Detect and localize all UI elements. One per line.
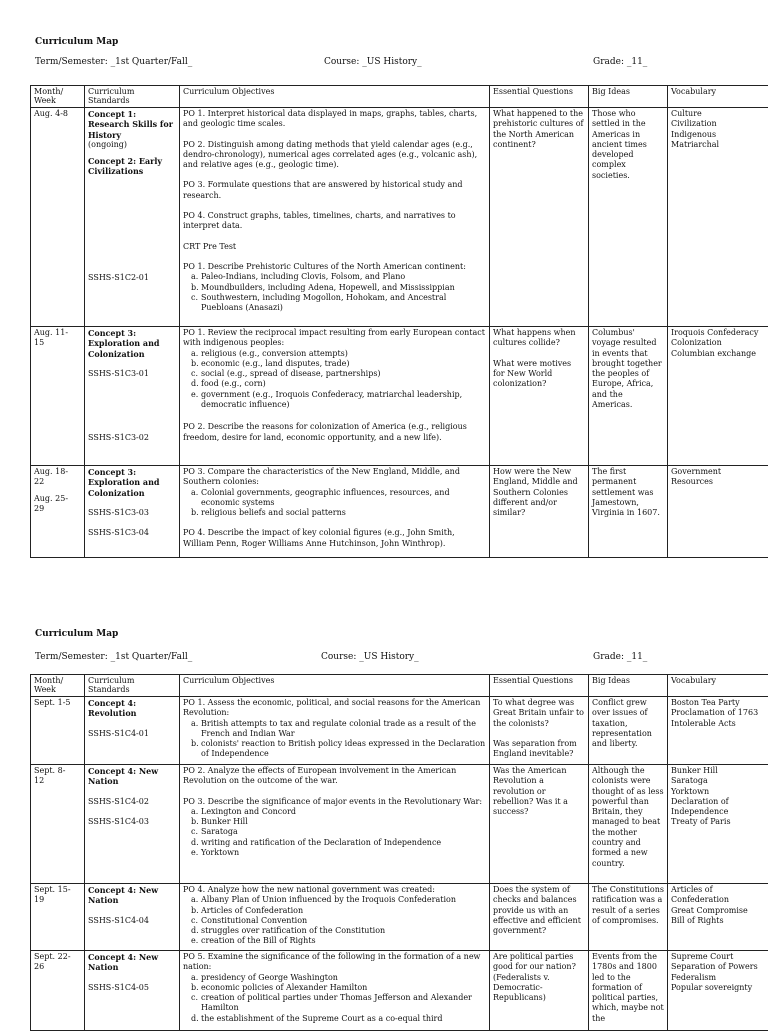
list-item: a. presidency of George Washington <box>191 973 486 983</box>
standards-cell: Concept 4: New Nation SSHS-S1C4-04 <box>85 884 180 951</box>
big-ideas-cell: The Constitutions ratification was a result of a series of compromises. <box>589 884 668 951</box>
map-title: Curriculum Map <box>35 37 118 47</box>
header-big-ideas: Big Ideas <box>589 675 668 697</box>
objectives-cell: PO 3. Compare the characteristics of the New England, Middle, and Southern colonies: a. Colonial governments, geographic influences, resources, and economic systems b. religious beliefs and social patterns PO 4. Describe the impact of key colonial figures (e.g., John Smith, William Penn, Roger Williams Anne Hutchinson, John Winthrop). <box>180 466 490 558</box>
objectives-cell: PO 2. Analyze the effects of European involvement in the American Revolution on the outcome of the war. PO 3. Describe the significance of major events in the Revolutionary War: a. Lexington and Concord b. Bunker Hill c. Saratoga d. writing and ratification of the Declaration of Independence e. Yorktown <box>180 765 490 884</box>
list-item: b. Bunker Hill <box>191 817 486 827</box>
big-ideas-cell: Those who settled in the Americas in ancient times developed complex societies. <box>589 108 668 327</box>
term-label: Term/Semester: _1st Quarter/Fall_ <box>35 57 192 67</box>
vocabulary-cell: Bunker Hill Saratoga Yorktown Declaration of Independence Treaty of Paris <box>668 765 768 884</box>
standards-cell: Concept 1: Research Skills for History (ongoing) Concept 2: Early Civilizations SSHS-S1C2-01 <box>85 108 180 327</box>
list-item: a. Colonial governments, geographic influences, resources, and economic systems <box>191 488 486 509</box>
table-row <box>31 765 768 884</box>
header-vocabulary: Vocabulary <box>668 675 768 697</box>
list-item: b. religious beliefs and social patterns <box>191 508 486 518</box>
list-item: c. creation of political parties under Thomas Jefferson and Alexander Hamilton <box>191 993 486 1014</box>
grade-label: Grade: _11_ <box>593 57 647 67</box>
list-item: c. Constitutional Convention <box>191 916 486 926</box>
list-item: d. writing and ratification of the Declaration of Independence <box>191 838 486 848</box>
list-item: a. Lexington and Concord <box>191 807 486 817</box>
questions-cell: What happens when cultures collide? What were motives for New World colonization? <box>490 327 589 466</box>
objectives-cell: PO 4. Analyze how the new national government was created: a. Albany Plan of Union influenced by the Iroquois Confederation b. Articles of Confederation c. Constitutional Convention d. struggles over ratification of the Constitution e. creation of the Bill of Rights <box>180 884 490 951</box>
list-item: e. government (e.g., Iroquois Confederacy, matriarchal leadership, democratic influence) <box>191 390 486 411</box>
header-objectives: Curriculum Objectives <box>180 675 490 697</box>
big-ideas-cell: Although the colonists were thought of as less powerful than Britain, they managed to beat the mother country and formed a new country. <box>589 765 668 884</box>
list-item: d. the establishment of the Supreme Court as a co-equal third <box>191 1014 486 1024</box>
term-label: Term/Semester: _1st Quarter/Fall_ <box>35 652 192 662</box>
standards-cell: Concept 4: New Nation SSHS-S1C4-05 <box>85 951 180 1031</box>
vocabulary-cell: Boston Tea Party Proclamation of 1763 Intolerable Acts <box>668 697 768 765</box>
table-row <box>31 466 768 558</box>
questions-cell: To what degree was Great Britain unfair to the colonists? Was separation from England inevitable? <box>490 697 589 765</box>
week-cell: Sept. 8- 12 <box>31 765 85 884</box>
vocabulary-cell: Culture Civilization Indigenous Matriarchal <box>668 108 768 327</box>
list-item: a. Paleo-Indians, including Clovis, Folsom, and Plano <box>191 272 486 282</box>
standards-cell: Concept 3: Exploration and Colonization SSHS-S1C3-03 SSHS-S1C3-04 <box>85 466 180 558</box>
questions-cell: What happened to the prehistoric cultures of the North American continent? <box>490 108 589 327</box>
objectives-cell: PO 1. Assess the economic, political, and social reasons for the American Revolution: a. British attempts to tax and regulate colonial trade as a result of the French and Indian War b. colonists' reaction to British policy ideas expressed in the Declaration of Independence <box>180 697 490 765</box>
big-ideas-cell: Columbus' voyage resulted in events that brought together the peoples of Europe, Africa, and the Americas. <box>589 327 668 466</box>
list-item: c. Southwestern, including Mogollon, Hohokam, and Ancestral Puebloans (Anasazi) <box>191 293 486 314</box>
header-big-ideas: Big Ideas <box>589 86 668 108</box>
list-item: c. Saratoga <box>191 827 486 837</box>
list-item: b. colonists' reaction to British policy ideas expressed in the Declaration of Independence <box>191 739 486 760</box>
list-item: b. economic (e.g., land disputes, trade) <box>191 359 486 369</box>
questions-cell: Does the system of checks and balances provide us with an effective and efficient government? <box>490 884 589 951</box>
table-row <box>31 884 768 951</box>
header-month-week: Month/ Week <box>31 86 85 108</box>
table-row <box>31 327 768 466</box>
week-cell: Sept. 1-5 <box>31 697 85 765</box>
list-item: a. religious (e.g., conversion attempts) <box>191 349 486 359</box>
course-label: Course: _US History_ <box>321 652 419 662</box>
grade-label: Grade: _11_ <box>593 652 647 662</box>
table-row <box>31 951 768 1031</box>
header-questions: Essential Questions <box>490 86 589 108</box>
week-cell: Aug. 11- 15 <box>31 327 85 466</box>
header-vocabulary: Vocabulary <box>668 86 768 108</box>
big-ideas-cell: Events from the 1780s and 1800 led to the formation of political parties, which, maybe not the <box>589 951 668 1031</box>
vocabulary-cell: Iroquois Confederacy Colonization Columbian exchange <box>668 327 768 466</box>
list-item: b. economic policies of Alexander Hamilton <box>191 983 486 993</box>
standards-cell: Concept 4: Revolution SSHS-S1C4-01 <box>85 697 180 765</box>
header-standards: Curriculum Standards <box>85 675 180 697</box>
list-item: d. struggles over ratification of the Constitution <box>191 926 486 936</box>
curriculum-table <box>30 85 768 558</box>
header-month-week: Month/ Week <box>31 675 85 697</box>
objectives-cell: PO 1. Interpret historical data displayed in maps, graphs, tables, charts, and geologic time scales. PO 2. Distinguish among dating methods that yield calendar ages (e.g., dendro-chronology), numerical ages correlated ages (e.g., volcanic ash), and relative ages (e.g., geologic time). PO 3. Formulate questions that are answered by historical study and research. PO 4. Construct graphs, tables, timelines, charts, and narratives to interpret data. CRT Pre Test PO 1. Describe Prehistoric Cultures of the North American continent: a. Paleo-Indians, including Clovis, Folsom, and Plano b. Moundbuilders, including Adena, Hopewell, and Mississippian c. Southwestern, including Mogollon, Hohokam, and Ancestral Puebloans (Anasazi) <box>180 108 490 327</box>
questions-cell: Was the American Revolution a revolution or rebellion? Was it a success? <box>490 765 589 884</box>
week-cell: Aug. 18- 22 Aug. 25- 29 <box>31 466 85 558</box>
course-label: Course: _US History_ <box>324 57 422 67</box>
list-item: b. Articles of Confederation <box>191 906 486 916</box>
objectives-cell: PO 1. Review the reciprocal impact resulting from early European contact with indigenous peoples: a. religious (e.g., conversion attempts) b. economic (e.g., land disputes, trade) c. social (e.g., spread of disease, partnerships) d. food (e.g., corn) e. government (e.g., Iroquois Confederacy, matriarchal leadership, democratic influence) PO 2. Describe the reasons for colonization of America (e.g., religious freedom, desire for land, economic opportunity, and a new life). <box>180 327 490 466</box>
objectives-cell: PO 5. Examine the significance of the following in the formation of a new nation: a. presidency of George Washington b. economic policies of Alexander Hamilton c. creation of political parties under Thomas Jefferson and Alexander Hamilton d. the establishment of the Supreme Court as a co-equal third <box>180 951 490 1031</box>
vocabulary-cell: Government Resources <box>668 466 768 558</box>
header-standards: Curriculum Standards <box>85 86 180 108</box>
list-item: a. British attempts to tax and regulate colonial trade as a result of the French and Indian War <box>191 719 486 740</box>
list-item: a. Albany Plan of Union influenced by the Iroquois Confederation <box>191 895 486 905</box>
list-item: e. Yorktown <box>191 848 486 858</box>
table-row <box>31 697 768 765</box>
curriculum-table <box>30 674 768 1031</box>
table-row <box>31 108 768 327</box>
map-title: Curriculum Map <box>35 629 118 639</box>
standards-cell: Concept 3: Exploration and Colonization SSHS-S1C3-01 SSHS-S1C3-02 <box>85 327 180 466</box>
header-questions: Essential Questions <box>490 675 589 697</box>
questions-cell: Are political parties good for our nation? (Federalists v. Democratic-Republicans) <box>490 951 589 1031</box>
header-objectives: Curriculum Objectives <box>180 86 490 108</box>
week-cell: Sept. 15- 19 <box>31 884 85 951</box>
week-cell: Sept. 22- 26 <box>31 951 85 1031</box>
list-item: c. social (e.g., spread of disease, partnerships) <box>191 369 486 379</box>
list-item: d. food (e.g., corn) <box>191 379 486 389</box>
list-item: e. creation of the Bill of Rights <box>191 936 486 946</box>
standards-cell: Concept 4: New Nation SSHS-S1C4-02 SSHS-S1C4-03 <box>85 765 180 884</box>
big-ideas-cell: Conflict grew over issues of taxation, representation and liberty. <box>589 697 668 765</box>
list-item: b. Moundbuilders, including Adena, Hopewell, and Mississippian <box>191 283 486 293</box>
questions-cell: How were the New England, Middle and Southern Colonies different and/or similar? <box>490 466 589 558</box>
big-ideas-cell: The first permanent settlement was Jamestown, Virginia in 1607. <box>589 466 668 558</box>
vocabulary-cell: Articles of Confederation Great Compromise Bill of Rights <box>668 884 768 951</box>
vocabulary-cell: Supreme Court Separation of Powers Federalism Popular sovereignty <box>668 951 768 1031</box>
week-cell: Aug. 4-8 <box>31 108 85 327</box>
